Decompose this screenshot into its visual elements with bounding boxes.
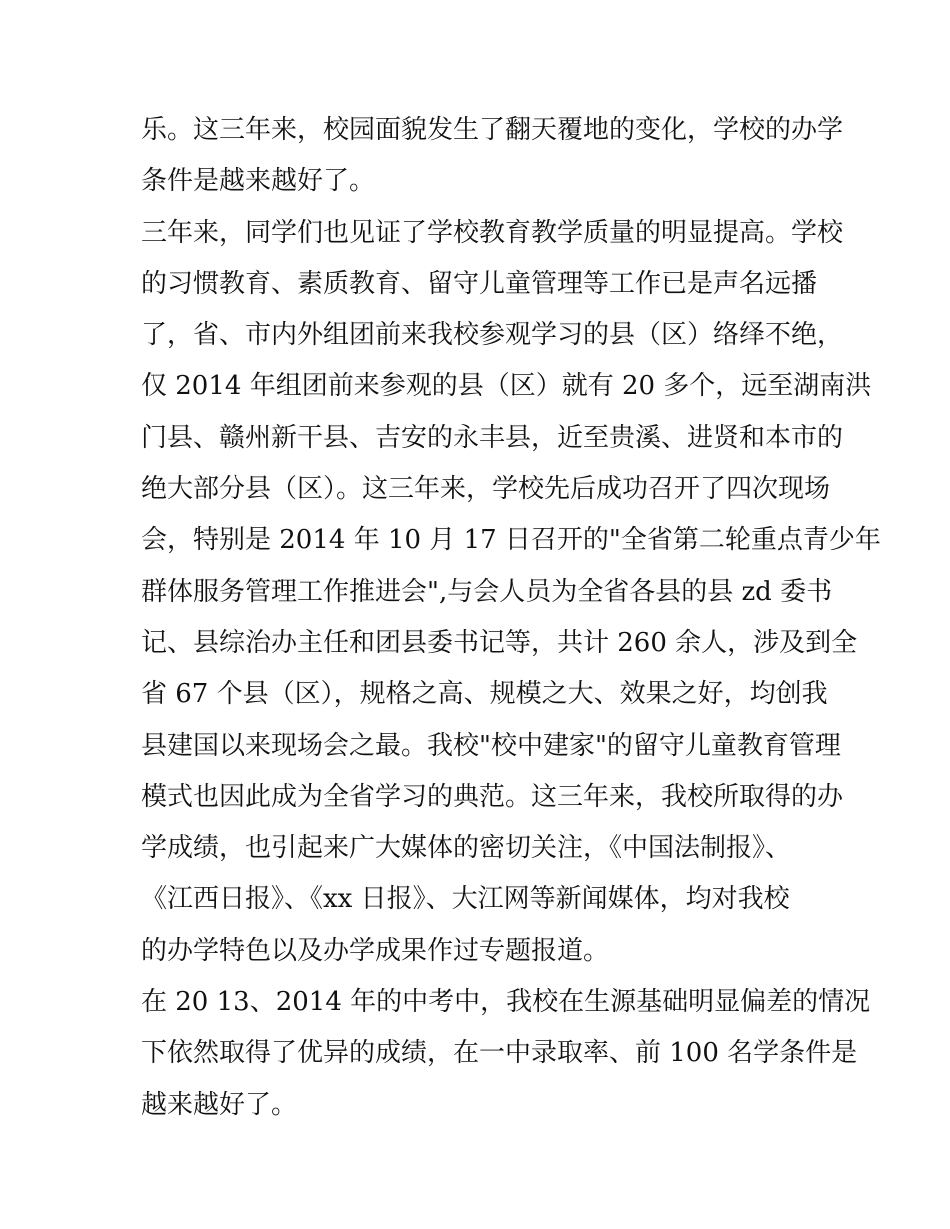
text-line: 群体服务管理工作推进会",与会人员为全省各县的县 zd 委书 — [141, 576, 833, 607]
text-line: 模式也因此成为全省学习的典范。这三年来，我校所取得的办 — [141, 781, 844, 812]
text-line: 绝大部分县（区）。这三年来，学校先后成功召开了四次现场 — [141, 474, 831, 505]
text-line: 学成绩，也引起来广大媒体的密切关注，《中国法制报》、 — [141, 833, 792, 864]
text-line: 三年来，同学们也见证了学校教育教学质量的明显提高。学校 — [141, 217, 844, 248]
text-line: 《江西日报》、《xx 日报》、大江网等新闻媒体，均对我校 — [141, 884, 790, 915]
text-line: 了，省、市内外组团前来我校参观学习的县（区）络绎不绝， — [141, 320, 844, 351]
body-text — [141, 105, 881, 1131]
text-line: 门县、赣州新干县、吉安的永丰县，近至贵溪、进贤和本市的 — [141, 422, 844, 453]
text-line: 乐。这三年来，校园面貌发生了翻天覆地的变化，学校的办学 — [141, 115, 844, 145]
text-line: 越来越好了。 — [141, 1089, 298, 1120]
text-line: 省 67 个县（区），规格之高、规模之大、效果之好，均创我 — [141, 679, 828, 710]
text-line: 的办学特色以及办学成果作过专题报道。 — [141, 935, 610, 966]
text-line: 在 20 13、2014 年的中考中，我校在生源基础明显偏差的情况 — [141, 987, 871, 1018]
text-line: 条件是越来越好了。 — [141, 166, 376, 197]
text-line: 县建国以来现场会之最。我校"校中建家"的留守儿童教育管理 — [141, 730, 841, 761]
text-line: 下依然取得了优异的成绩，在一中录取率、前 100 名学条件是 — [141, 1038, 858, 1069]
text-line: 的习惯教育、素质教育、留守儿童管理等工作已是声名远播 — [141, 268, 818, 299]
text-line: 会，特别是 2014 年 10 月 17 日召开的"全省第二轮重点青少年 — [141, 525, 881, 556]
text-line: 仅 2014 年组团前来参观的县（区）就有 20 多个，远至湖南洪 — [141, 371, 872, 402]
text-line: 记、县综治办主任和团县委书记等，共计 260 余人，涉及到全 — [141, 627, 858, 658]
